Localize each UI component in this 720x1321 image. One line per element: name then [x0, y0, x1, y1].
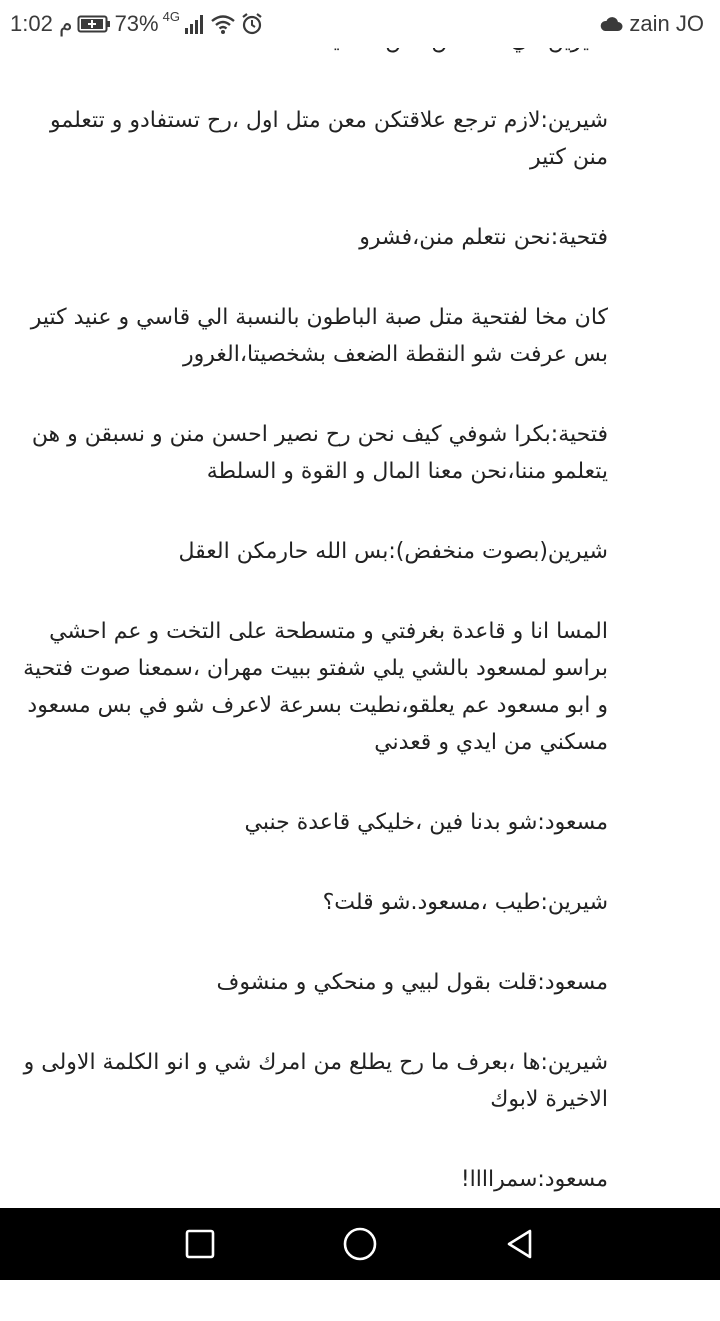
carrier-name: zain JO: [629, 11, 704, 36]
paragraph: فتحية:بكرا شوفي كيف نحن رح نصير احسن منن و نسبقن و هن يتعلمو مننا،نحن معنا المال و القوة و السلطة: [31, 422, 608, 484]
paragraph: شيرين:لازم ترجع علاقتكن معن متل اول ،رح تستفادو و تتعلمو منن كتير: [50, 108, 608, 170]
back-button[interactable]: [498, 1224, 542, 1264]
paragraph: شيرين(بصوت منخفض):بس الله حارمكن العقل: [178, 539, 608, 564]
paragraph: كان مخا لفتحية متل صبة الباطون بالنسبة الي قاسي و عنيد كتير بس عرفت شو النقطة الضعف بشخصيتا،الغرور: [30, 305, 608, 367]
status-right-group: [599, 9, 704, 39]
paragraph: مسعود:شو بدنا فين ،خليكي قاعدة جنبي: [244, 810, 608, 835]
paragraph: مسعود:سمراااا!: [460, 1167, 608, 1192]
home-circle-icon: [342, 1226, 378, 1262]
battery-percent: 73%: [114, 11, 159, 36]
status-left-group: [10, 9, 264, 39]
navigation-bar: [0, 1208, 720, 1280]
status-bar: [0, 0, 720, 48]
paragraph: مسعود:قلت بقول لبيي و منحكي و منشوف: [216, 970, 608, 995]
battery-icon: [77, 14, 111, 34]
recents-square-icon: [185, 1229, 215, 1259]
home-button[interactable]: [338, 1224, 382, 1264]
signal-icon: [184, 13, 206, 35]
network-type: 4G: [162, 8, 180, 24]
cloud-icon: [599, 15, 623, 33]
paragraph: شيرين:ها ،بعرف ما رح يطلع من امرك شي و انو الكلمة الاولى و الاخيرة لابوك: [23, 1050, 608, 1112]
clock: 1:02 م: [10, 11, 73, 36]
alarm-icon: [240, 12, 264, 36]
paragraph: شيرين:طيب ،مسعود.شو قلت؟: [322, 890, 608, 915]
wifi-icon: [210, 13, 236, 35]
back-triangle-icon: [504, 1228, 536, 1260]
recents-button[interactable]: [178, 1224, 222, 1264]
paragraph: فتحية:نحن نتعلم منن،فشرو: [359, 225, 608, 250]
paragraph: المسا انا و قاعدة بغرفتي و متسطحة على التخت و عم احشي براسو لمسعود بالشي يلي شفتو ببيت مهران ،سمعنا صوت فتحية و ابو مسعود عم يعلقو،نطيت بسرعة لاعرف شو في بس مسعود مسكني من ايدي و قعدني: [23, 619, 608, 755]
story-text: [0, 22, 608, 1321]
